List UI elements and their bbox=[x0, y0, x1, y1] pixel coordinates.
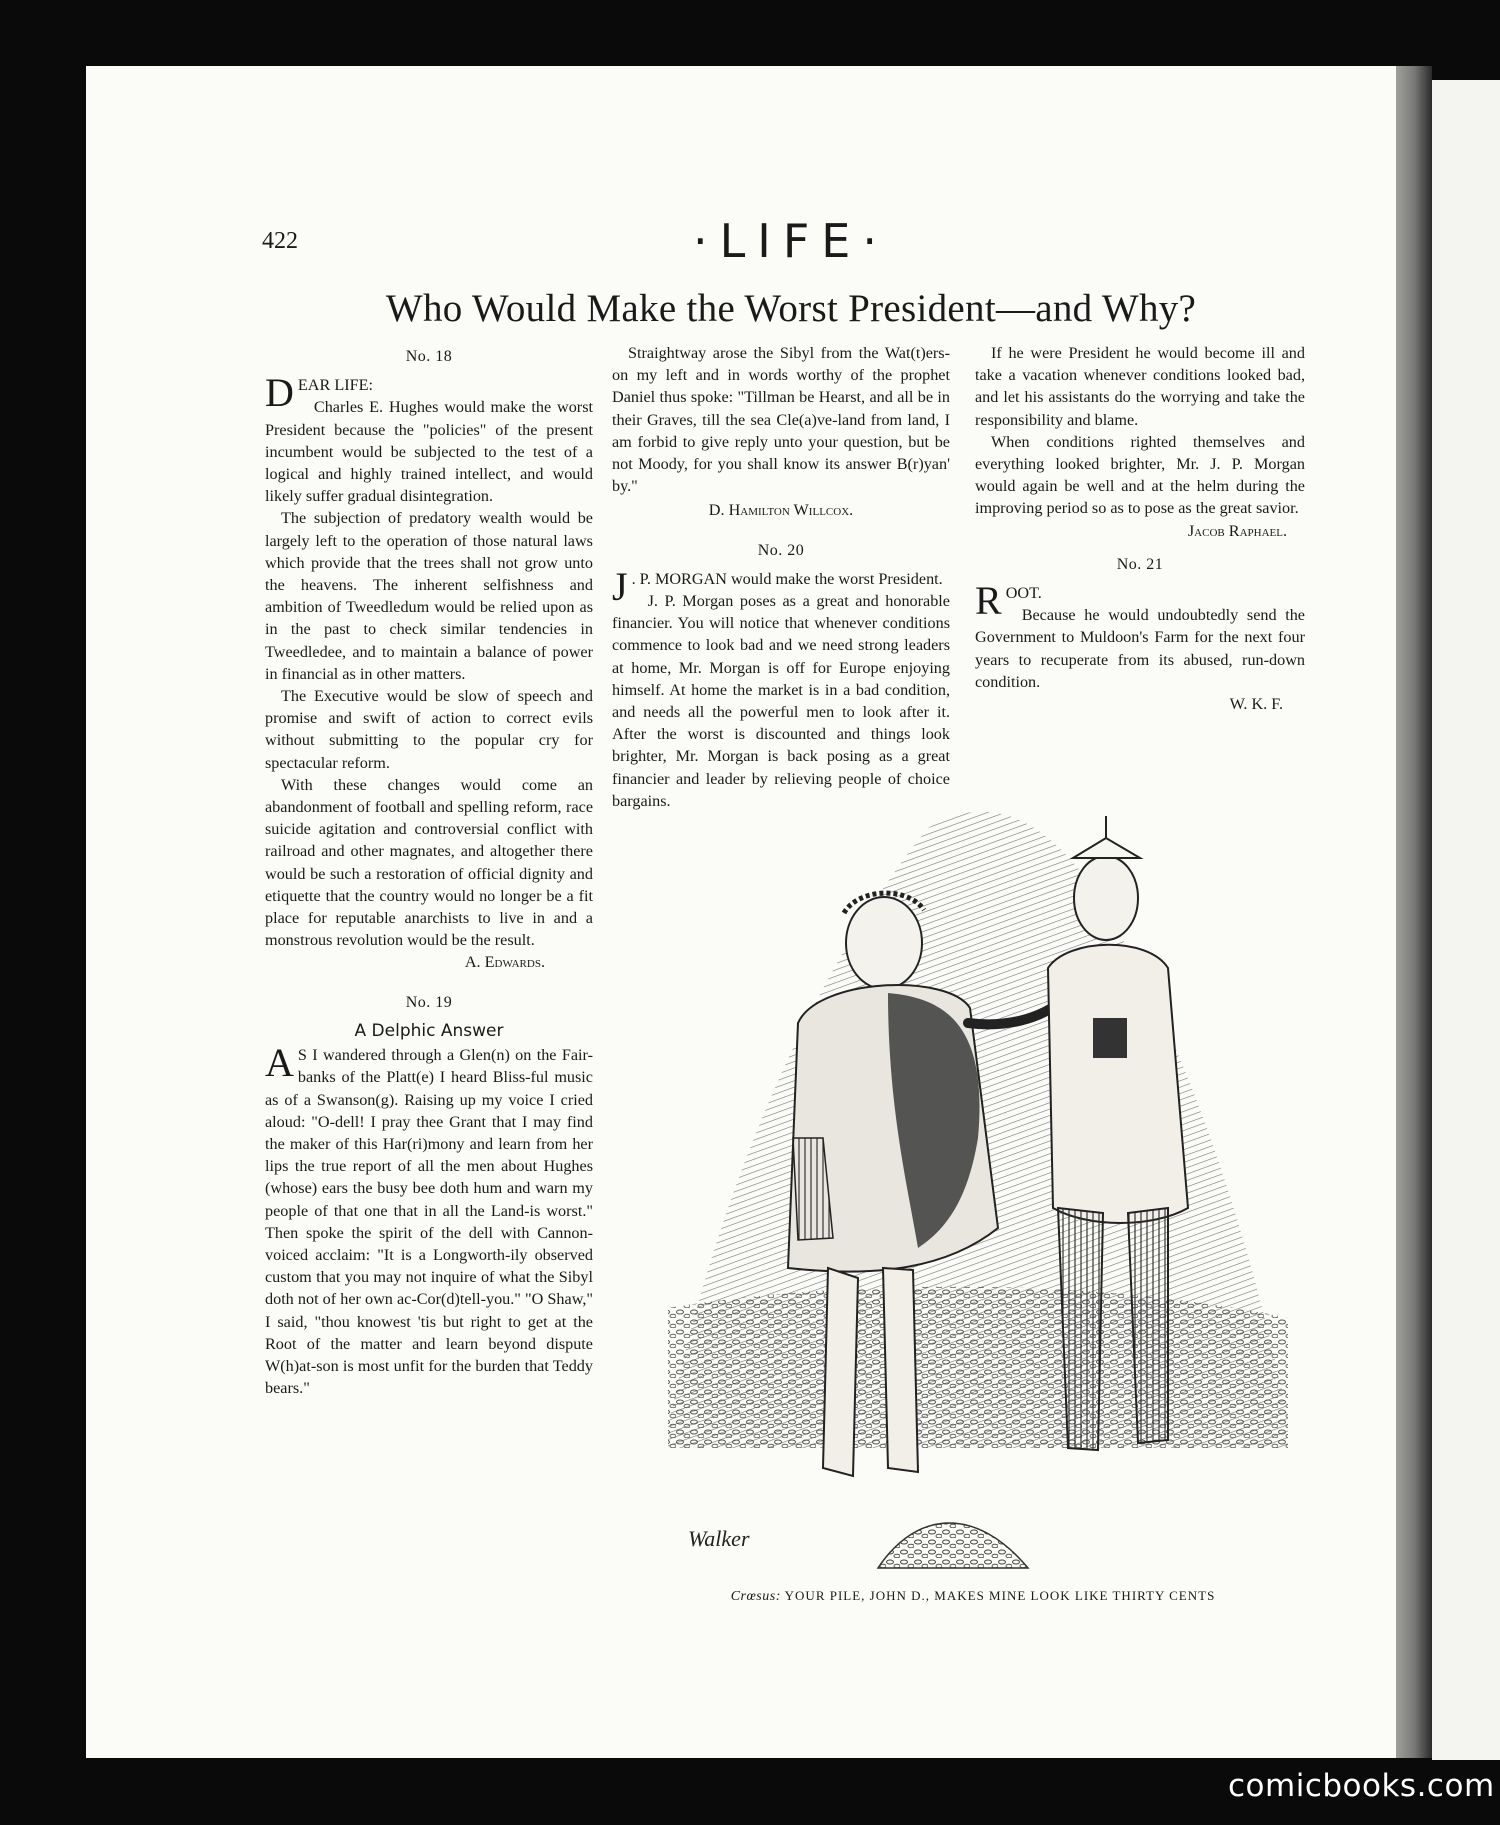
letter-paragraph: Charles E. Hughes would make the worst President because the "policies" of the present incumbent would be subjected to the test of a logical and highly trained intellect, and would likely suffer gradual disintegration. bbox=[265, 398, 593, 506]
letter-number: No. 19 bbox=[405, 993, 453, 1011]
letter-number: No. 18 bbox=[405, 348, 453, 365]
drop-cap: A bbox=[265, 1040, 294, 1086]
masthead: ·LIFE· bbox=[693, 214, 889, 268]
illustration-caption bbox=[648, 1588, 1298, 1605]
letter-number: No. 20 bbox=[757, 541, 805, 559]
caption-text: YOUR PILE, JOHN D., MAKES MINE LOOK LIKE THIRTY CENTS bbox=[784, 1588, 1216, 1603]
letter-paragraph: Because he would undoubtedly send the Government to Muldoon's Farm for the next four years to recuperate from its abused, run-down condition. bbox=[975, 606, 1305, 691]
letter-paragraph bbox=[612, 563, 950, 609]
artist-signature: Walker bbox=[688, 1526, 750, 1551]
small-coin-pile bbox=[878, 1523, 1028, 1568]
letter-signature: Jacob Raphael. bbox=[1187, 521, 1287, 540]
adjacent-page-edge bbox=[1432, 80, 1500, 1760]
letter-paragraph: Straightway arose the Sibyl from the Wat(t)ers-on my left and in words worthy of the prophet Daniel thus spoke: "Tillman be Hearst, and all be in their Graves, till the sea Cle(a)ve-land from land, I am forbid to give reply unto your question, but be not Moody, for you shall know its answer B(r)yan' by." bbox=[612, 344, 950, 496]
salutation-text: EAR LIFE: bbox=[297, 376, 373, 395]
letter-signature: A. Edwards. bbox=[464, 953, 545, 972]
watermark: comicbooks.com bbox=[1228, 1768, 1495, 1804]
letter-number: No. 21 bbox=[1116, 555, 1164, 573]
letter-salutation bbox=[265, 370, 593, 416]
paragraph-text: S I wandered through a Glen(n) on the Fair-banks of the Platt(e) I heard Bliss-ful music as of a Swanson(g). Raising up my voice I cried aloud: "O-dell! I pray thee Grant that I may find the maker of this Har(ri)mony and learn from her lips the true report of all the men about Hughes (whose) ears the busy bee doth hum and warn my people of that one that in all the Land-is worst." Then spoke the spirit of the dell with Cannon-voiced acclaim: "It is a Longworth-ily observed custom that you may not inquire of what the Sibyl doth not of her own ac-Cor(d)tell-you." "O Shaw," I said, "thou knowest 'tis but right to get at the Root of the matter and learn beyond dispute W(h)at-son is most unfit for the burden that Teddy bears." bbox=[265, 1046, 593, 1398]
page-header bbox=[262, 214, 1320, 268]
letter-paragraph: J. P. Morgan poses as a great and honorable financier. You will notice that whenever conditions commence to look bad and we need strong leaders at home, Mr. Morgan is off for Europe enjoying himself. At home the market is in a bad condition, and needs all the powerful men to look after it. After the worst is discounted and things look brighter, Mr. Morgan is back posing as a great financier and leader by relieving people of choice bargains. bbox=[612, 592, 950, 810]
letter-paragraph: The Executive would be slow of speech and promise and swift of action to correct evils without submitting to the popular cry for spectacular reform. bbox=[265, 687, 593, 772]
letter-paragraph: If he were President he would become ill and take a vacation whenever conditions looked bad, and let his assistants do the worrying and take the responsibility and blame. bbox=[975, 344, 1305, 429]
drop-cap: D bbox=[265, 370, 294, 416]
caption-speaker: Crœsus: bbox=[730, 1589, 781, 1604]
cartoon-illustration bbox=[648, 808, 1298, 1588]
letter-paragraph: When conditions righted themselves and everything looked brighter, Mr. J. P. Morgan would again be well and at the helm during the improving period so as to pose as the great savior. bbox=[975, 432, 1305, 518]
letter-paragraph: The subjection of predatory wealth would be largely left to the operation of those natural laws which provide that the trees shall not grow unto the heavens. The inherent selfishness and ambition of Tweedledum would be relied upon as in the past to check similar tendencies in Tweedledee, and to maintain a balance of power in financial as in other matters. bbox=[265, 509, 593, 683]
letter-title: A Delphic Answer bbox=[354, 1020, 504, 1041]
article-headline: Who Would Make the Worst President—and Why? bbox=[385, 287, 1197, 330]
paragraph-text: . P. MORGAN would make the worst President. bbox=[631, 569, 943, 588]
page-number: 422 bbox=[262, 228, 298, 254]
text-column-3 bbox=[975, 342, 1305, 715]
text-column-2 bbox=[612, 342, 950, 812]
letter-paragraph bbox=[265, 1040, 593, 1399]
letter-paragraph: With these changes would come an abandonment of football and spelling reform, race suicide agitation and controversial conflict with railroad and other magnates, and altogether there would be such a restoration of official dignity and etiquette that the country would no longer be a fit place for reputable anarchists to live in and a monstrous revolution would be the result. bbox=[265, 775, 593, 950]
salutation-text: OOT. bbox=[1005, 584, 1042, 603]
text-column-1 bbox=[265, 342, 593, 1399]
letter-signature: D. Hamilton Willcox. bbox=[708, 501, 854, 520]
drop-cap: J bbox=[612, 563, 628, 609]
letter-signature: W. K. F. bbox=[1229, 695, 1283, 714]
letter-salutation bbox=[975, 578, 1305, 624]
drop-cap: R bbox=[975, 578, 1002, 624]
